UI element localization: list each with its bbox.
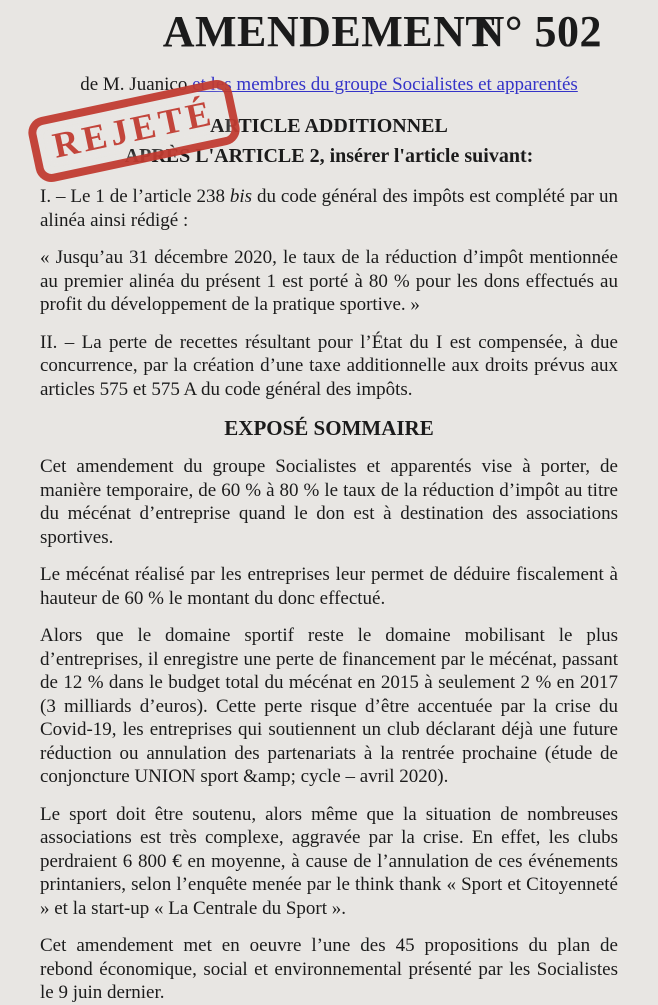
dispositif-p1-italic-bis: bis — [229, 186, 253, 207]
expose-paragraph-5: Cet amendement met en oeuvre l’une des 45 propositions du plan de rebond économique, social et environnemental présenté par les Socialistes le 9 juin dernier. — [40, 935, 618, 1003]
dispositif-p1-suffix: du code général des impôts est complété par un alinéa ainsi rédigé : — [40, 186, 618, 231]
author-prefix: de M. Juanico — [80, 74, 188, 95]
dispositif-p1-prefix: I. – Le 1 de l’article 238 — [40, 186, 230, 207]
dispositif-paragraph-2: « Jusqu’au 31 décembre 2020, le taux de la réduction d’impôt mentionnée au premier alinéa du présent 1 est porté à 80 % pour les dons effectués au profit du développement de la pratique sportive. » — [40, 247, 618, 315]
amendment-document — [0, 6, 658, 1003]
document-title — [0, 6, 658, 58]
expose-paragraph-2: Le mécénat réalisé par les entreprises leur permet de déduire fiscalement à hauteur de 60 % le montant du donc effectué. — [40, 564, 618, 609]
heading-article-additionnel: ARTICLE ADDITIONNEL — [210, 115, 448, 137]
expose-paragraph-1: Cet amendement du groupe Socialistes et apparentés vise à porter, de manière temporaire, de 60 % à 80 % le taux de la réduction d’impôt au titre du mécénat d’entreprise quand le don est à destination des associations sportives. — [40, 456, 618, 548]
heading-expose-sommaire: EXPOSÉ SOMMAIRE — [224, 416, 434, 440]
document-body — [40, 185, 618, 1005]
author-line — [0, 73, 658, 97]
author-group-link[interactable]: et les membres du groupe Socialistes et apparentés — [192, 74, 578, 95]
amendment-number: N° 502 — [472, 7, 602, 56]
dispositif-paragraph-3: II. – La perte de recettes résultant pour l’État du I est compensée, à due concurrence, par la création d’une taxe additionnelle aux droits prévus aux articles 575 et 575 A du code général des impôts. — [40, 331, 618, 400]
dispositif-paragraph-1 — [40, 185, 618, 232]
rejected-stamp: REJETÉ — [25, 77, 242, 185]
expose-paragraph-4: Le sport doit être soutenu, alors même que la situation de nombreuses associations est très complexe, aggravée par la crise. En effet, les clubs perdraient 6 800 € en moyenne, à cause de l’annulation de ces événements printaniers, selon l’enquête menée par le think thank « Sport et Citoyenneté » et la start-up « La Centrale du Sport ». — [40, 803, 618, 919]
expose-paragraph-3: Alors que le domaine sportif reste le domaine mobilisant le plus d’entreprises, il enregistre une perte de financement par le mécénat, passant de 12 % dans le budget total du mécénat en 2015 à seulement 2 % en 2017 (3 milliards d’euros). Cette perte risque d’être accentuée par la crise du Covid-19, les entreprises qui soutiennent un club déclarant déjà une future réduction ou annulation des partenariats à la rentrée prochaine (étude de conjoncture UNION sport &amp; cycle – avril 2020). — [40, 625, 618, 787]
title-text: AMENDEMENT — [162, 7, 496, 56]
amendment-page — [0, 6, 658, 1003]
heading-apres-article: APRÈS L'ARTICLE 2, insérer l'article suivant: — [124, 145, 534, 167]
